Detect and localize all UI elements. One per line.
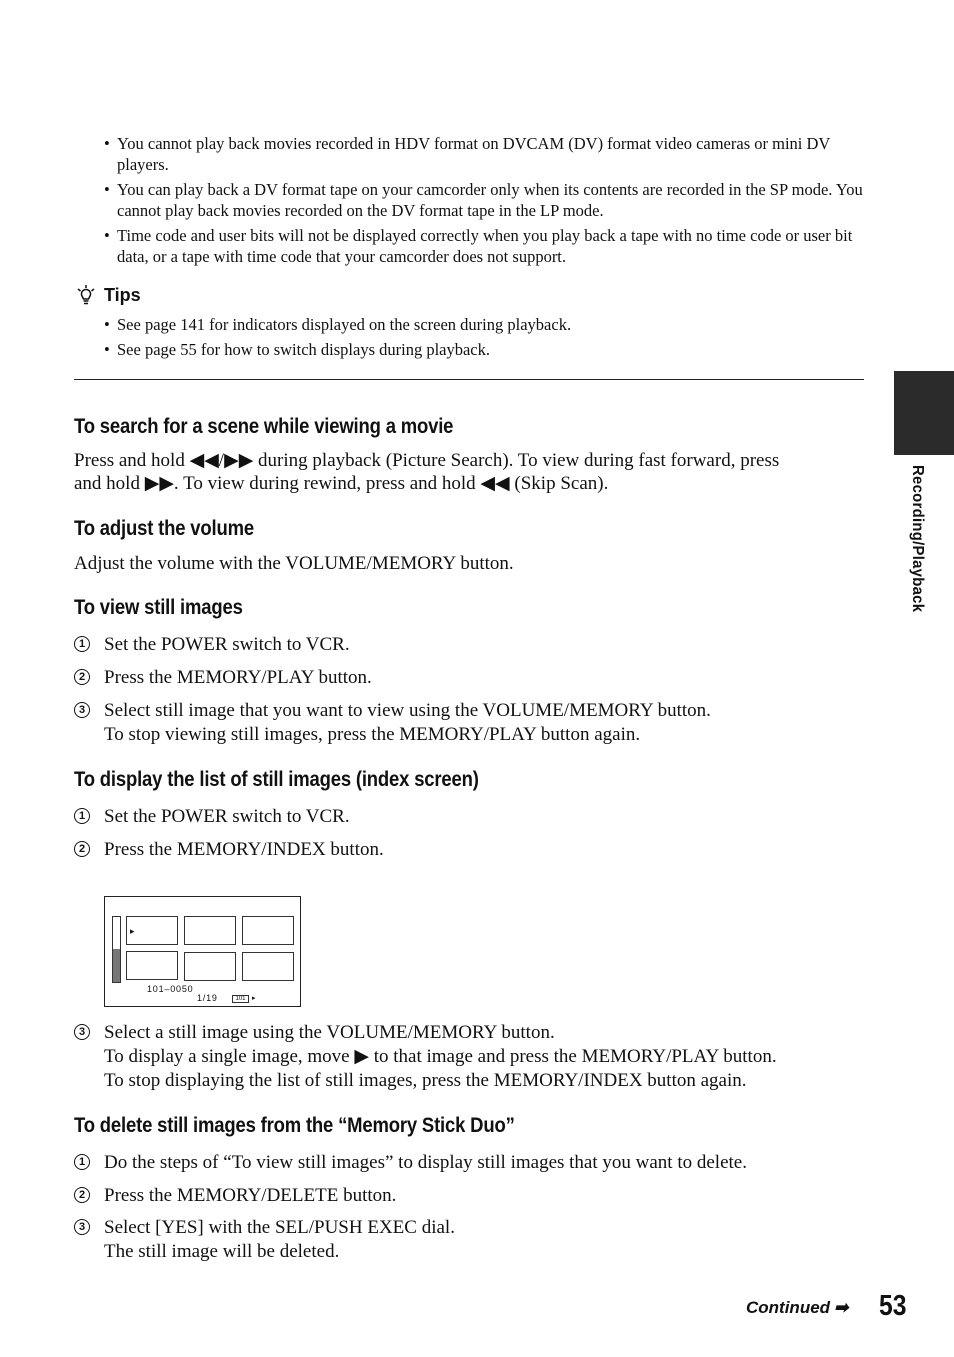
search-text: Press and hold ◀◀/▶▶ during playback (Picture Search). To view during fast forward, press and hold ▶▶. To view during rewind, press and hold ◀◀ (Skip Scan). xyxy=(74,450,780,494)
folder-badge: 101 xyxy=(232,995,249,1003)
step-item: 3 Select still image that you want to view using the VOLUME/MEMORY button. To stop viewing still images, press the MEMORY/PLAY button again. xyxy=(74,699,711,747)
scrollbar-thumb xyxy=(113,949,120,982)
lightbulb-icon xyxy=(76,284,96,306)
tips-heading: Tips xyxy=(76,284,141,306)
tip-item: • See page 55 for how to switch displays during playback. xyxy=(104,340,491,359)
section-divider xyxy=(74,379,864,380)
note-item: • Time code and user bits will not be displayed correctly when you play back a tape with no time code or user bit data, or a tape with time code that your camcorder does not support. xyxy=(104,226,853,266)
index-screen-illustration xyxy=(104,896,301,1007)
thumbnail xyxy=(242,952,294,981)
thumbnail xyxy=(126,916,178,945)
tip-item: • See page 141 for indicators displayed on the screen during playback. xyxy=(104,315,572,334)
step-item: 3 Select [YES] with the SEL/PUSH EXEC dial. The still image will be deleted. xyxy=(74,1216,455,1264)
next-arrow-icon: ▸ xyxy=(252,995,257,1002)
volume-text: Adjust the volume with the VOLUME/MEMORY button. xyxy=(74,553,514,574)
notes-list xyxy=(104,133,864,271)
thumbnail xyxy=(184,916,236,945)
note-item: • You can play back a DV format tape on your camcorder only when its contents are recorded in the SP mode. You cannot play back movies recorded on the DV format tape in the LP mode. xyxy=(104,180,863,220)
index-heading: To display the list of still images (index screen) xyxy=(74,768,479,791)
continued-indicator: Continued ➡ xyxy=(746,1298,849,1317)
chapter-label: Recording/Playback xyxy=(909,465,926,613)
note-item: • You cannot play back movies recorded in HDV format on DVCAM (DV) format video cameras or mini DV players. xyxy=(104,134,831,174)
file-number: 101–0050 xyxy=(147,984,194,994)
thumbnail xyxy=(184,952,236,981)
arrow-right-icon: ➡ xyxy=(834,1298,849,1317)
step-item: 2 Press the MEMORY/INDEX button. xyxy=(74,838,384,862)
image-counter: 1/19 xyxy=(197,993,218,1003)
thumbnail xyxy=(242,916,294,945)
volume-heading: To adjust the volume xyxy=(74,517,254,540)
still-heading: To view still images xyxy=(74,596,243,619)
step-item: 3 Select a still image using the VOLUME/MEMORY button. To display a single image, move ▶ to that image and press the MEMORY/PLAY button. To stop displaying the list of still images, press the MEMORY/INDEX button again. xyxy=(74,1021,777,1093)
search-heading: To search for a scene while viewing a movie xyxy=(74,415,454,438)
tips-list xyxy=(104,314,864,364)
thumbnail xyxy=(126,951,178,980)
selection-cursor-icon: ▸ xyxy=(130,926,136,936)
chapter-tab xyxy=(894,371,954,455)
delete-heading: To delete still images from the “Memory Stick Duo” xyxy=(74,1114,515,1137)
step-item: 1 Set the POWER switch to VCR. xyxy=(74,633,350,657)
step-item: 1 Set the POWER switch to VCR. xyxy=(74,805,350,829)
step-item: 1 Do the steps of “To view still images” to display still images that you want to delete. xyxy=(74,1151,747,1175)
step-item: 2 Press the MEMORY/PLAY button. xyxy=(74,666,372,690)
index-scrollbar xyxy=(112,916,121,983)
page-number: 53 xyxy=(879,1290,907,1322)
step-item: 2 Press the MEMORY/DELETE button. xyxy=(74,1184,396,1208)
